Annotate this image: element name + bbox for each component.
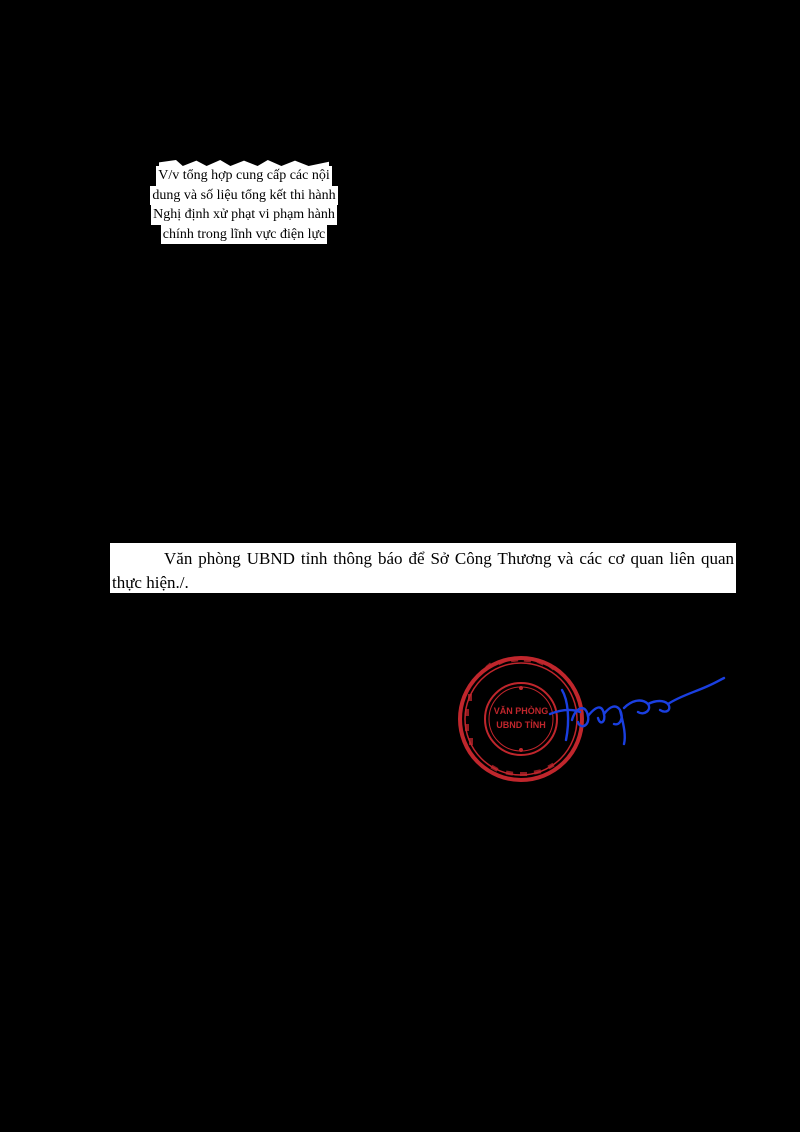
subject-line-2: dung và số liệu tổng kết thi hành — [150, 186, 337, 206]
seal-text-line-2: UBND TỈNH — [496, 720, 546, 730]
subject-line-1: V/v tổng hợp cung cấp các nội — [156, 166, 331, 186]
clipped-header-line — [159, 158, 329, 166]
subject-line-3: Nghị định xử phạt vi phạm hành — [151, 205, 337, 225]
subject-block — [130, 158, 358, 244]
notice-paragraph — [110, 543, 736, 593]
seal-text-line-1: VĂN PHÒNG — [493, 706, 549, 716]
notice-text: Văn phòng UBND tỉnh thông báo để Sở Công Thương và các cơ quan liên quan thực hiện./. — [112, 549, 734, 592]
handwritten-signature-image — [540, 670, 730, 750]
subject-line-4: chính trong lĩnh vực điện lực — [161, 225, 328, 245]
